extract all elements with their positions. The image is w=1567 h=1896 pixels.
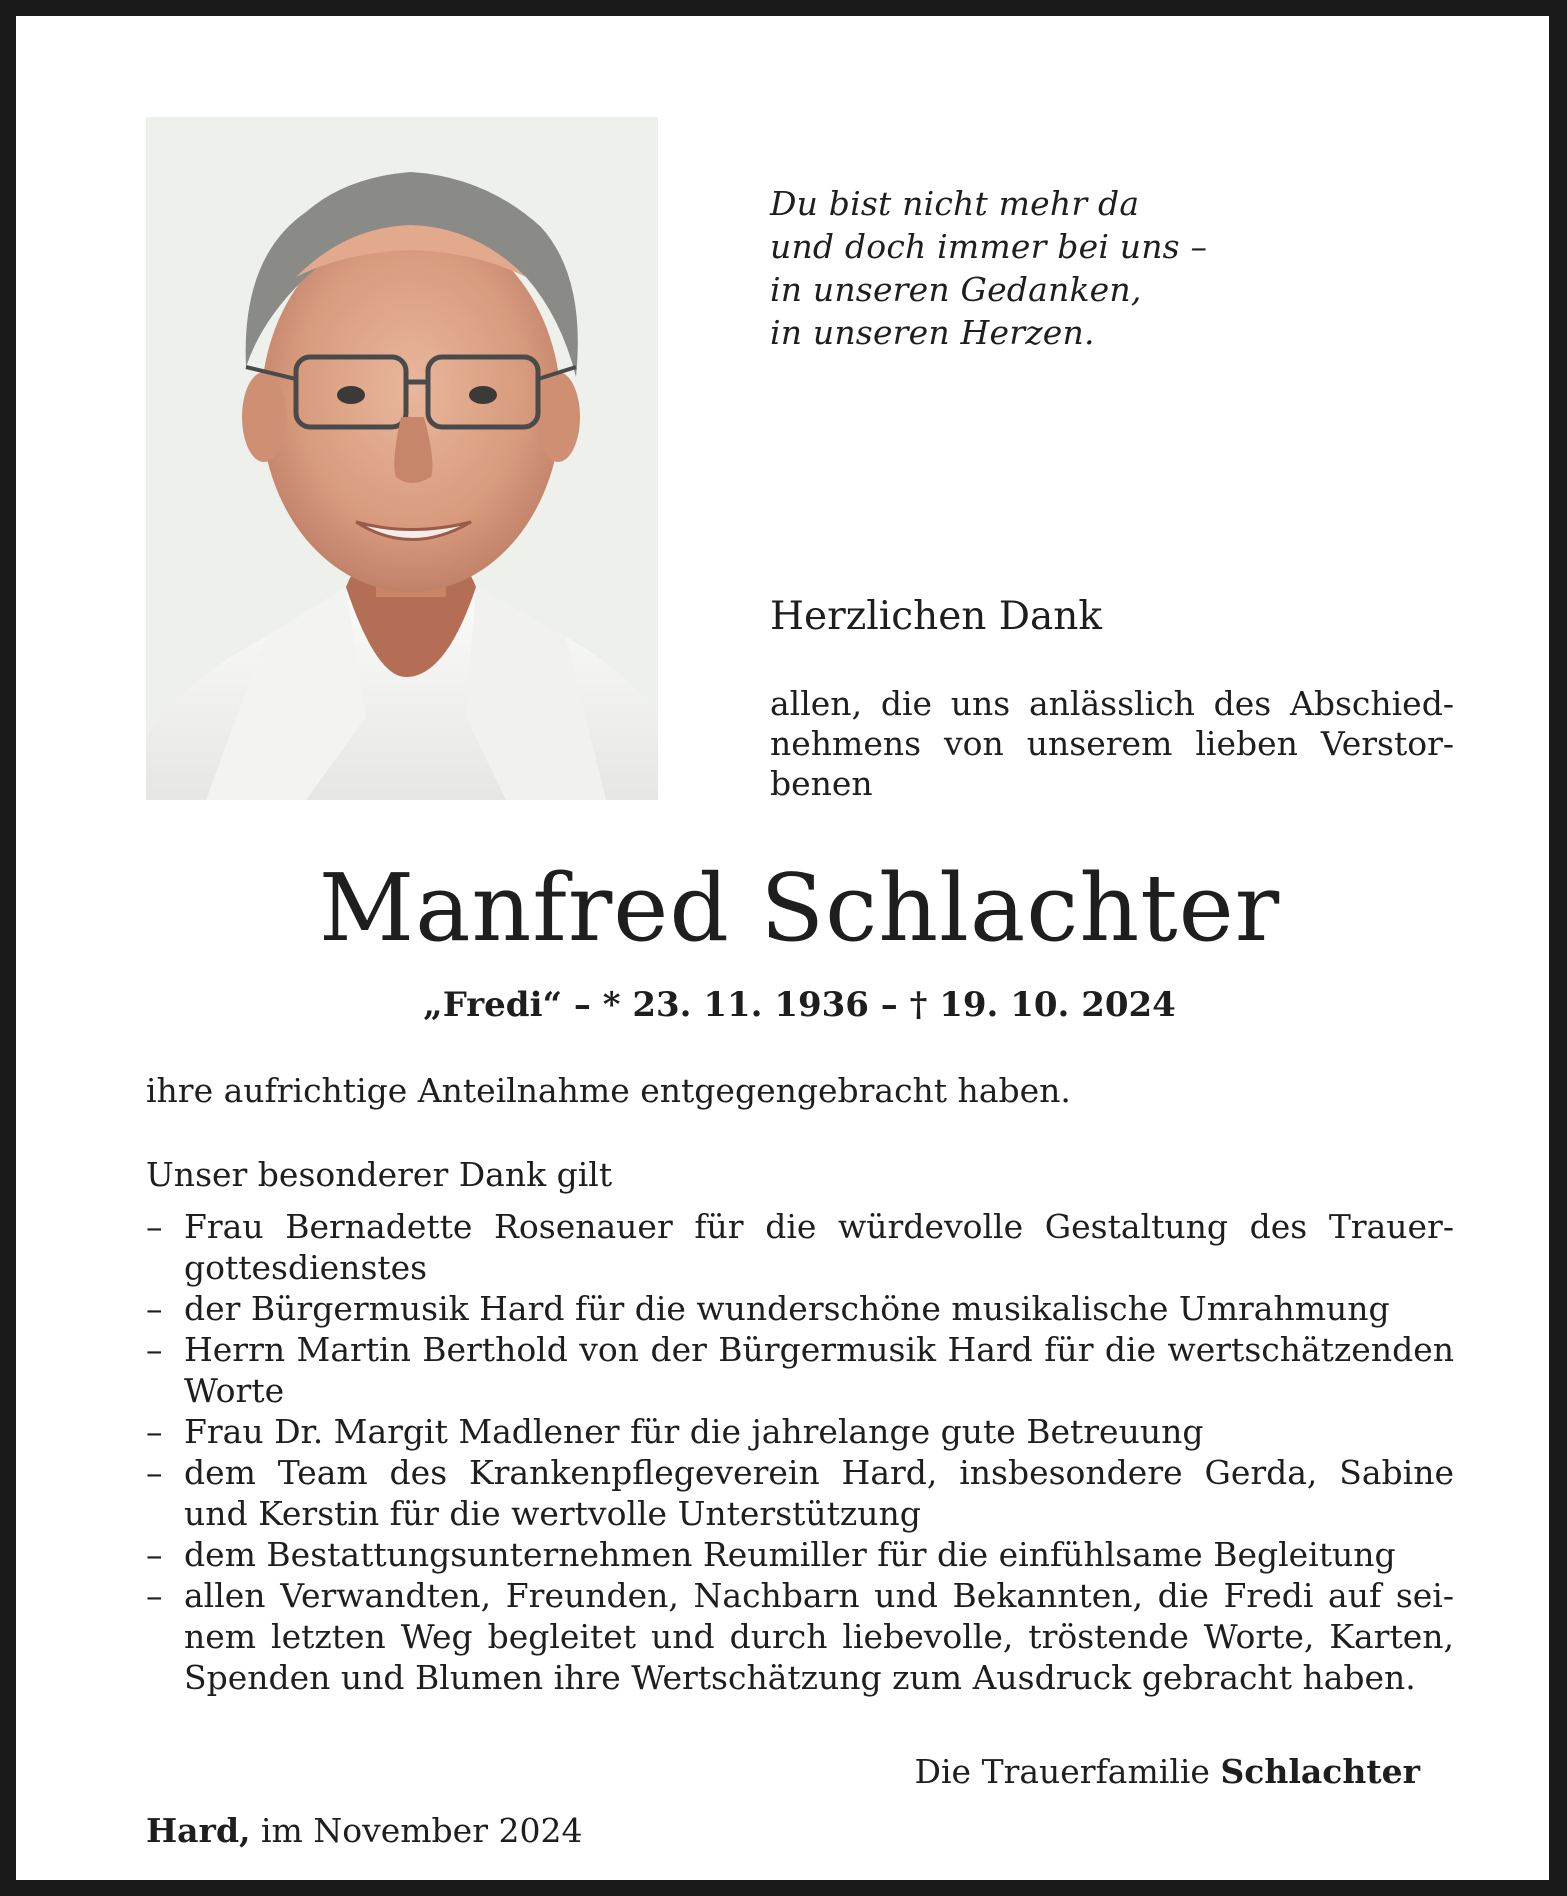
- list-item-line: dem Bestattungsunternehmen Reumiller für die einfühlsame Begleitung: [184, 1535, 1396, 1574]
- place-and-date: [146, 1809, 582, 1853]
- deceased-dates: „Fredi“ – * 23. 11. 1936 – † 19. 10. 2024: [423, 985, 1176, 1025]
- thanks-heading: Herzlichen Dank: [770, 594, 1103, 639]
- thanks-list: [146, 1206, 1454, 1698]
- list-item-line: gottesdienstes: [184, 1248, 428, 1287]
- thanks-line: nehmens von unserem lieben Verstor-: [770, 724, 1454, 763]
- list-item-line: Frau Bernadette Rosenauer für die würdevolle Gestaltung des Trauer-: [184, 1207, 1454, 1246]
- poem-line: Du bist nicht mehr da: [770, 184, 1140, 223]
- list-item: [146, 1206, 1454, 1288]
- list-dash: –: [146, 1330, 163, 1369]
- signature-prefix: Die Trauerfamilie: [914, 1752, 1221, 1791]
- list-item: [146, 1575, 1454, 1698]
- place-date: im November 2024: [250, 1811, 583, 1850]
- poem-line: in unseren Gedanken,: [770, 270, 1142, 309]
- poem-line: und doch immer bei uns –: [770, 227, 1208, 266]
- list-item-line: Worte: [184, 1371, 285, 1410]
- list-item: [146, 1329, 1454, 1411]
- list-dash: –: [146, 1576, 163, 1615]
- family-name: Schlachter: [1220, 1752, 1420, 1791]
- list-item-line: Frau Dr. Margit Madlener für die jahrelange gute Betreuung: [184, 1412, 1204, 1451]
- deceased-name: Manfred Schlachter: [318, 854, 1281, 962]
- signature: [915, 1750, 1420, 1794]
- list-item: [146, 1411, 1454, 1452]
- thanks-line: allen, die uns anlässlich des Abschied-: [770, 684, 1454, 723]
- list-dash: –: [146, 1412, 163, 1451]
- list-dash: –: [146, 1207, 163, 1246]
- list-item-line: allen Verwandten, Freunden, Nachbarn und Bekannten, die Fredi auf sei-: [184, 1576, 1454, 1615]
- list-item: [146, 1452, 1454, 1534]
- list-item: [146, 1288, 1454, 1329]
- list-item: [146, 1534, 1454, 1575]
- list-dash: –: [146, 1289, 163, 1328]
- sympathy-text: ihre aufrichtige Anteilnahme entgegengebracht haben.: [146, 1071, 1071, 1110]
- memorial-poem: [770, 182, 1207, 354]
- list-item-line: Spenden und Blumen ihre Wertschätzung zum Ausdruck gebracht haben.: [184, 1658, 1416, 1697]
- place-city: Hard,: [146, 1811, 251, 1850]
- list-item-line: nem letzten Weg begleitet und durch liebevolle, tröstende Worte, Karten,: [184, 1617, 1454, 1656]
- list-dash: –: [146, 1453, 163, 1492]
- poem-line: in unseren Herzen.: [770, 313, 1095, 352]
- thanks-line: benen: [770, 764, 873, 803]
- list-item-line: der Bürgermusik Hard für die wunderschöne musikalische Umrahmung: [184, 1289, 1390, 1328]
- list-dash: –: [146, 1535, 163, 1574]
- thanks-intro: [770, 684, 1454, 804]
- list-item-line: Herrn Martin Berthold von der Bürgermusik Hard für die wertschätzenden: [184, 1330, 1454, 1369]
- portrait-illustration: [146, 117, 658, 800]
- list-item-line: und Kerstin für die wertvolle Unterstützung: [184, 1494, 921, 1533]
- portrait-photo: [146, 117, 658, 800]
- special-thanks-intro: Unser besonderer Dank gilt: [146, 1155, 613, 1194]
- list-item-line: dem Team des Krankenpflegeverein Hard, insbesondere Gerda, Sabine: [184, 1453, 1454, 1492]
